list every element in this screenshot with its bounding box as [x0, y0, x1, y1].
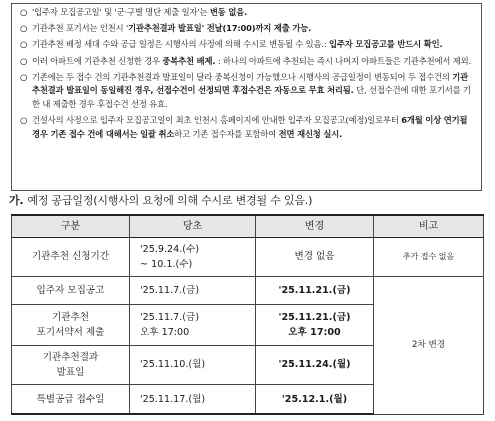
bullet-icon: ○: [20, 115, 28, 126]
notice-item: [20, 38, 473, 52]
notice-item: [20, 55, 473, 69]
schedule-table: [11, 214, 484, 415]
header-remarks: 비고: [374, 215, 484, 237]
category-cell: 기관추천결과 발표일: [12, 345, 130, 384]
notice-text: 기존에는 두 접수 건의 기관추천결과 발표일이 달라 중복신청이 가능했으나 시행사의 공급일정이 변동되어 두 접수건의 기관추천결과 발표일이 동일해진 경우, 선접수건이 선정되면 후접수건은 자동으로 무효 처리됨. 단, 선접수건에 대한 포기서를 기한 내 제출한 경우 후접수건 선정 유효.: [32, 71, 471, 109]
original-date-cell: '25.9.24.(수) ~ 10.1.(수): [130, 237, 256, 276]
notice-text: 기관추천 배정 세대 수와 공급 일정은 시행사의 사정에 의해 수시로 변동될 수 있음.: 입주자 모집공고를 반드시 확인.: [32, 39, 443, 50]
changed-date-cell: '25.11.21.(금) 오후 17:00: [256, 305, 374, 345]
bullet-icon: ○: [20, 39, 28, 50]
section-title: [9, 193, 312, 209]
original-date-cell: '25.11.7.(금) 오후 17:00: [130, 305, 256, 345]
table-row: [12, 237, 484, 276]
original-date-cell: '25.11.17.(월): [130, 385, 256, 414]
changed-date-cell: '25.11.24.(월): [256, 345, 374, 384]
bullet-icon: ○: [20, 23, 28, 34]
notice-text: '입주자 모집공고일' 및 '군·구별 명단 제출 일자'는 변동 없음.: [32, 7, 248, 17]
header-original: 당초: [130, 215, 256, 237]
original-date-cell: '25.11.7.(금): [130, 276, 256, 304]
notice-text: 이러 아파트에 기관추천 신청한 경우 중복추천 배제. : 하나의 아파트에 추천되는 즉시 나머지 아파트들은 기관추천에서 제외.: [32, 55, 471, 66]
remark-cell: 추가 접수 없음: [374, 237, 484, 276]
bullet-icon: ○: [20, 55, 28, 66]
bullet-icon: ○: [20, 7, 28, 17]
category-cell: 특별공급 접수일: [12, 385, 130, 414]
notice-box: [11, 3, 482, 191]
changed-date-cell: 변경 없음: [256, 237, 374, 276]
notice-item: [20, 6, 473, 20]
section-heading: 예정 공급일정: [27, 194, 94, 207]
header-category: 구분: [12, 215, 130, 237]
changed-date-cell: '25.11.21.(금): [256, 276, 374, 304]
remark-cell: 2차 변경: [374, 276, 484, 414]
category-cell: 입주자 모집공고: [12, 276, 130, 304]
notice-text: 기관추천 포기서는 인천시 '기관추천결과 발표일' 전날(17:00)까지 제출 가능.: [32, 23, 312, 34]
bullet-icon: ○: [20, 71, 28, 82]
table-row: [12, 276, 484, 304]
notice-item: [20, 71, 473, 112]
changed-date-cell: '25.12.1.(월): [256, 385, 374, 414]
section-prefix: 가.: [9, 194, 24, 207]
notice-item: [20, 114, 473, 141]
notice-item: [20, 22, 473, 36]
category-cell: 기관추천 포기서약서 제출: [12, 305, 130, 345]
section-subtitle: (시행사의 요청에 의해 수시로 변경될 수 있음.): [93, 194, 313, 207]
table-header-row: [12, 215, 484, 237]
header-changed: 변경: [256, 215, 374, 237]
original-date-cell: '25.11.10.(월): [130, 345, 256, 384]
notice-text: 건설사의 사정으로 입주자 모집공고일이 최초 인천시 홈페이지에 안내한 입주자 모집공고(예정)일로부터 6개월 이상 연기될 경우 기존 접수 건에 대해서는 일괄 취소하고 기존 접수자를 포함하여 전면 재신청 실시.: [32, 115, 468, 139]
category-cell: 기관추천 신청기간: [12, 237, 130, 276]
